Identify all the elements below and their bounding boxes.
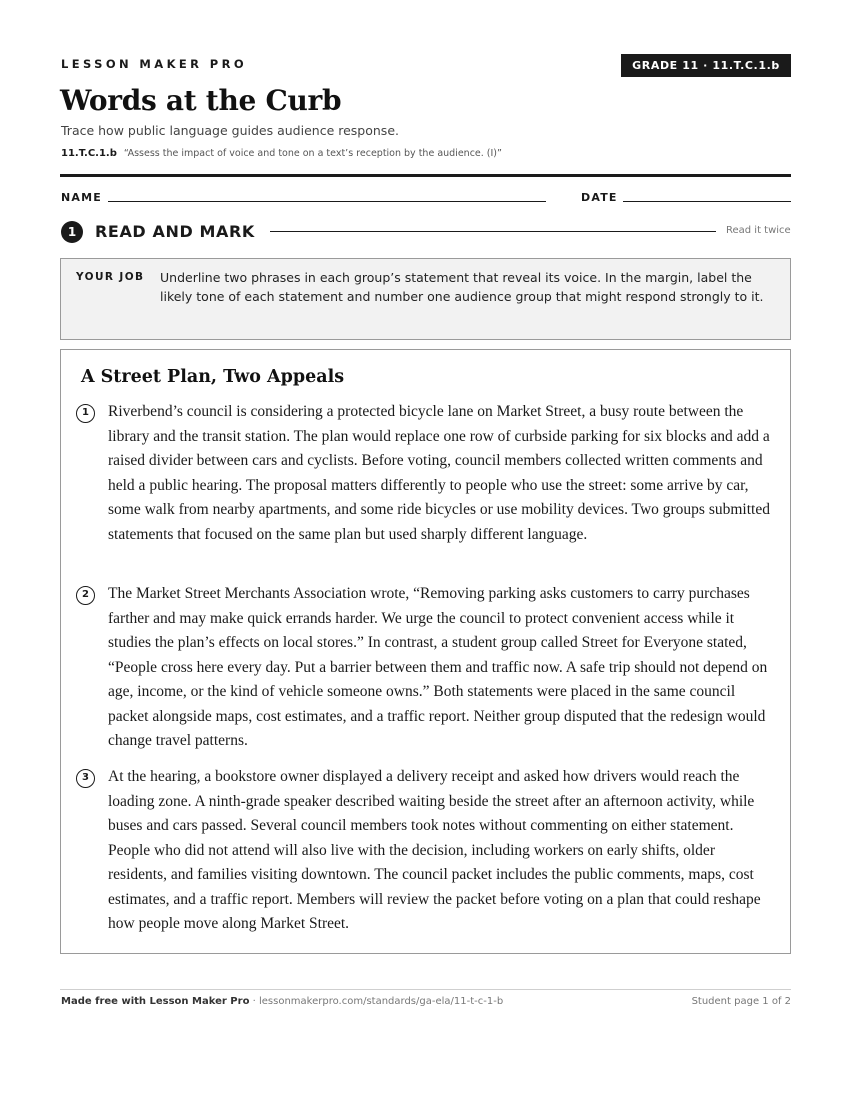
reading-passage bbox=[60, 349, 791, 954]
standard-text: “Assess the impact of voice and tone on a text’s reception by the audience. (I)” bbox=[123, 148, 502, 159]
footer-page-number: Student page 1 of 2 bbox=[691, 996, 791, 1007]
paragraph-number-2: 2 bbox=[76, 586, 95, 605]
paragraph-number-3: 3 bbox=[76, 769, 95, 788]
brand-name: LESSON MAKER PRO bbox=[61, 57, 248, 71]
paragraph-3: At the hearing, a bookstore owner displayed a delivery receipt and asked how drivers would reach the loading zone. A ninth-grade speaker described waiting beside the street after an afternoon activity, while buses and cars passed. Several council members took notes without commenting on either statement. People who did not attend will also live with the decision, including workers on early shifts, older residents, and families visiting downtown. The council packet includes the public comments, maps, cost estimates, and a traffic report. Members will review the packet before voting on a plan that could reshape how people move along Market Street. bbox=[108, 768, 761, 932]
step-number-badge: 1 bbox=[61, 221, 83, 243]
footer-made-with: Made free with Lesson Maker Pro bbox=[61, 996, 250, 1007]
footer-divider bbox=[60, 989, 791, 990]
instructions-text: Underline two phrases in each group’s statement that reveal its voice. In the margin, label the likely tone of each statement and number one audience group that might respond strongly to it. bbox=[160, 270, 764, 304]
instructions-label: YOUR JOB bbox=[76, 271, 145, 283]
passage-title: A Street Plan, Two Appeals bbox=[81, 367, 345, 387]
step-title: READ AND MARK bbox=[95, 222, 255, 241]
grade-badge: GRADE 11 · 11.T.C.1.b bbox=[621, 54, 791, 77]
date-label: DATE bbox=[581, 191, 618, 204]
paragraph-2: The Market Street Merchants Association wrote, “Removing parking asks customers to carry purchases farther and may make quick errands harder. We urge the council to protect convenient access while it studies the plan’s effects on local stores.” In contrast, a student group called Street for Everyone stated, “People cross here every day. Put a barrier between them and traffic now. A safe trip should not depend on age, income, or the kind of vehicle someone owns.” Both statements were placed in the same council packet alongside maps, cost estimates, and a traffic report. Neither group disputed that the redesign would change travel patterns. bbox=[108, 585, 768, 749]
step-note: Read it twice bbox=[726, 225, 791, 236]
standard-code: 11.T.C.1.b bbox=[61, 148, 117, 159]
header-divider bbox=[60, 174, 791, 177]
paragraph-number-1: 1 bbox=[76, 404, 95, 423]
footer-credit bbox=[61, 996, 503, 1007]
page-title: Words at the Curb bbox=[60, 84, 342, 117]
name-label: NAME bbox=[61, 191, 102, 204]
instructions-box bbox=[60, 258, 791, 340]
footer-separator: · bbox=[249, 996, 259, 1007]
footer-url[interactable]: lessonmakerpro.com/standards/ga-ela/11-t-c-1-b bbox=[258, 996, 504, 1007]
step-divider bbox=[270, 231, 716, 232]
paragraph-1: Riverbend’s council is considering a protected bicycle lane on Market Street, a busy route between the library and the transit station. The plan would replace one row of curbside parking for six blocks and add a raised divider between cars and cyclists. Before voting, council members collected written comments and held a public hearing. The proposal matters differently to people who use the street: some arrive by car, some walk from nearby apartments, and some ride bicycles or use mobility devices. Two groups submitted statements that focused on the same plan but used sharply different language. bbox=[108, 403, 770, 543]
page-subtitle: Trace how public language guides audience response. bbox=[61, 123, 399, 138]
date-field[interactable] bbox=[623, 201, 791, 202]
name-field[interactable] bbox=[108, 201, 546, 202]
standard-line bbox=[61, 148, 502, 159]
